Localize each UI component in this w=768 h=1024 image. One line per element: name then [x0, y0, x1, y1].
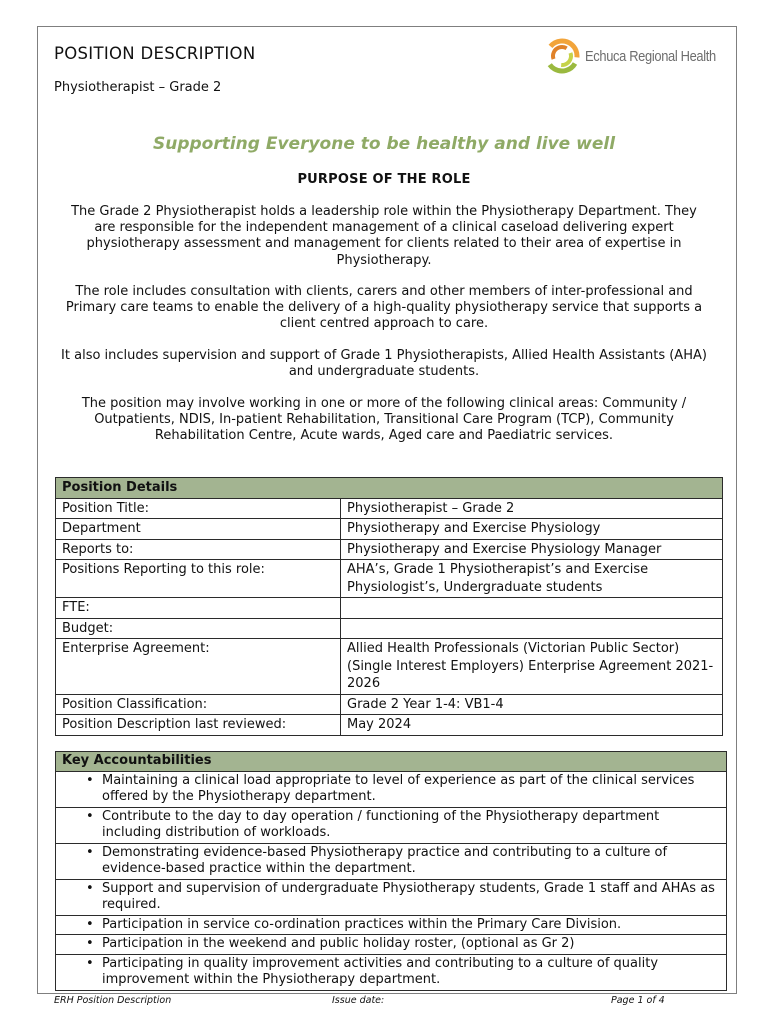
accountability-text: Support and supervision of undergraduate Physiotherapy students, Grade 1 staff and AHAs as required.	[102, 880, 715, 912]
logo-text: Echuca Regional Health	[585, 47, 716, 65]
list-item	[56, 915, 727, 935]
accountability-text: Maintaining a clinical load appropriate to level of experience as part of the clinical services offered by the Physiotherapy department.	[102, 772, 695, 804]
table-row	[56, 715, 723, 736]
detail-value: AHA’s, Grade 1 Physiotherapist’s and Exercise Physiologist’s, Undergraduate students	[341, 560, 723, 598]
accountability-text: Participating in quality improvement activities and contributing to a culture of quality improvement within the Physiotherapy department.	[102, 955, 659, 987]
table-row	[56, 618, 723, 639]
detail-label: Positions Reporting to this role:	[56, 560, 341, 598]
purpose-paragraph: The Grade 2 Physiotherapist holds a leadership role within the Physiotherapy Department. They are responsible for the independent management of a clinical caseload delivering expert physiotherapy assessment and management for clients related to their area of expertise in Physiotherapy.	[71, 204, 697, 268]
accountability-text: Participation in service co-ordination practices within the Primary Care Division.	[102, 916, 622, 932]
table-row	[56, 519, 723, 540]
position-details-heading: Position Details	[56, 478, 723, 499]
position-details-table	[55, 477, 723, 736]
detail-label: FTE:	[56, 598, 341, 619]
purpose-heading: PURPOSE OF THE ROLE	[297, 172, 471, 187]
bullet-icon: •	[86, 955, 94, 971]
list-item	[56, 954, 727, 990]
tagline: Supporting Everyone to be healthy and live well	[152, 134, 616, 154]
bullet-icon: •	[86, 844, 94, 860]
detail-label: Position Classification:	[56, 694, 341, 715]
key-accountabilities-heading: Key Accountabilities	[56, 752, 727, 772]
list-item	[56, 879, 727, 915]
bullet-icon: •	[86, 808, 94, 824]
detail-label: Enterprise Agreement:	[56, 639, 341, 695]
detail-label: Position Description last reviewed:	[56, 715, 341, 736]
detail-value: Physiotherapist – Grade 2	[341, 498, 723, 519]
list-item	[56, 771, 727, 807]
list-item	[56, 843, 727, 879]
organisation-logo	[544, 36, 737, 76]
purpose-paragraph: The position may involve working in one or more of the following clinical areas: Community / Outpatients, NDIS, In-patient Rehabilitation, Transitional Care Program (TCP), Community Rehabilitation Centre, Acute wards, Aged care and Paediatric services.	[81, 396, 687, 444]
accountability-text: Demonstrating evidence-based Physiotherapy practice and contributing to a culture of evidence-based practice within the department.	[102, 844, 668, 876]
list-item	[56, 935, 727, 955]
detail-value	[341, 598, 723, 619]
table-row	[56, 560, 723, 598]
detail-value: Physiotherapy and Exercise Physiology	[341, 519, 723, 540]
purpose-paragraph: The role includes consultation with clients, carers and other members of inter-professional and Primary care teams to enable the delivery of a high-quality physiotherapy service that supports a client centred approach to care.	[65, 284, 703, 332]
bullet-icon: •	[86, 880, 94, 896]
footer-document-name: ERH Position Description	[54, 995, 172, 1006]
detail-label: Budget:	[56, 618, 341, 639]
footer-issue-date: Issue date:	[332, 995, 385, 1006]
document-subtitle: Physiotherapist – Grade 2	[54, 80, 222, 95]
accountability-text: Participation in the weekend and public holiday roster, (optional as Gr 2)	[102, 936, 575, 951]
table-row	[56, 639, 723, 695]
bullet-icon: •	[86, 772, 94, 788]
detail-value: Grade 2 Year 1-4: VB1-4	[341, 694, 723, 715]
detail-value: Allied Health Professionals (Victorian Public Sector) (Single Interest Employers) Enterprise Agreement 2021-2026	[341, 639, 723, 695]
bullet-icon: •	[86, 936, 94, 951]
leaf-swirl-icon	[544, 38, 580, 74]
detail-value: Physiotherapy and Exercise Physiology Manager	[341, 539, 723, 560]
key-accountabilities-table	[55, 751, 727, 991]
detail-label: Position Title:	[56, 498, 341, 519]
detail-label: Department	[56, 519, 341, 540]
footer-page-number: Page 1 of 4	[611, 995, 665, 1006]
detail-label: Reports to:	[56, 539, 341, 560]
table-row	[56, 598, 723, 619]
purpose-paragraph: It also includes supervision and support of Grade 1 Physiotherapists, Allied Health Assistants (AHA) and undergraduate students.	[61, 348, 707, 380]
table-row	[56, 694, 723, 715]
table-row	[56, 498, 723, 519]
detail-value: May 2024	[341, 715, 723, 736]
table-row	[56, 539, 723, 560]
list-item	[56, 807, 727, 843]
bullet-icon: •	[86, 916, 94, 932]
document-title: POSITION DESCRIPTION	[54, 44, 256, 63]
accountability-text: Contribute to the day to day operation / functioning of the Physiotherapy department including distribution of workloads.	[102, 808, 660, 840]
detail-value	[341, 618, 723, 639]
